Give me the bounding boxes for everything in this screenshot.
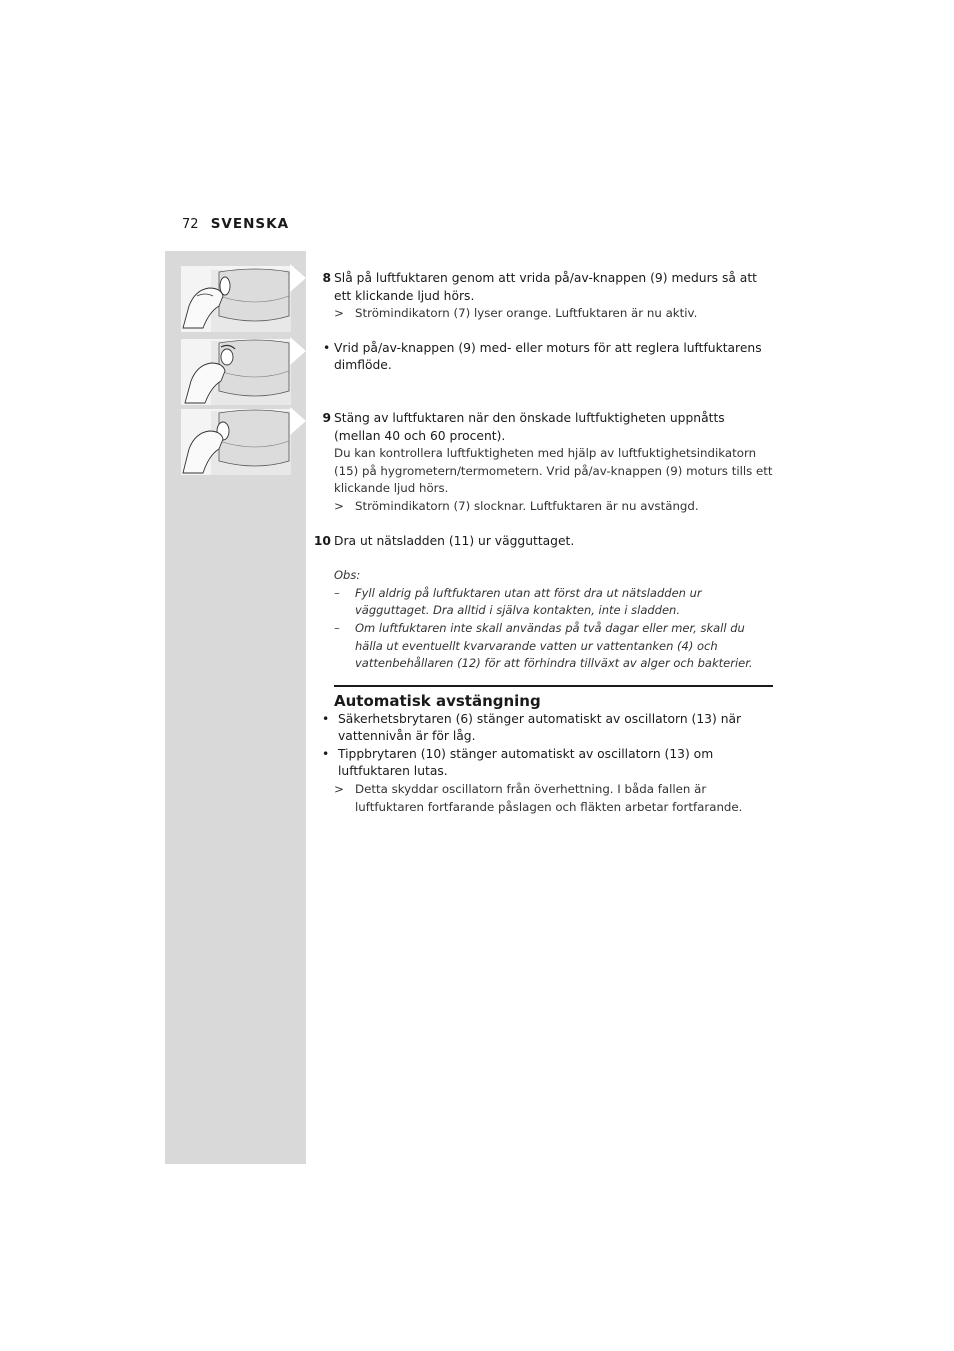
bullet-marker: • <box>322 746 330 761</box>
section-bullet <box>313 746 773 781</box>
note-marker: – <box>334 585 340 600</box>
note-item <box>313 585 773 620</box>
step-text: Stäng av luftfuktaren när den önskade luftfuktigheten uppnåtts (mellan 40 och 60 procent). <box>334 410 725 443</box>
step-result <box>313 305 773 323</box>
page-number: 72 <box>182 217 199 232</box>
instructions-content <box>313 270 773 816</box>
illustration-marker <box>290 337 306 365</box>
note-item <box>313 620 773 673</box>
illustration-marker <box>290 264 306 292</box>
step-number: 10 <box>313 533 331 548</box>
section-bullet <box>313 711 773 746</box>
note-text: Om luftfuktaren inte skall användas på två dagar eller mer, skall du hälla ut eventuellt kvarvarande vatten ur vattentanken (4) och vattenbehållaren (12) för att förhindra tillväxt av alger och bakterier. <box>355 620 753 671</box>
humidifier-knob-illustration <box>181 339 291 405</box>
bullet-marker: • <box>322 711 330 726</box>
note-marker: – <box>334 620 340 635</box>
humidifier-knob-illustration <box>181 266 291 332</box>
bullet-text: Tippbrytaren (10) stänger automatiskt av oscillatorn (13) om luftfuktaren lutas. <box>338 746 714 779</box>
step-detail-text: Du kan kontrollera luftfuktigheten med hjälp av luftfuktighetsindikatorn (15) på hygrometern/termometern. Vrid på/av-knappen (9) moturs tills ett klickande ljud hörs. <box>334 446 773 496</box>
step-number: 9 <box>322 410 331 425</box>
humidifier-knob-illustration <box>181 409 291 475</box>
language-heading: SVENSKA <box>210 216 290 232</box>
step-8 <box>313 270 773 305</box>
step-number: 8 <box>322 271 331 285</box>
result-text: Detta skyddar oscillatorn från överhettning. I båda fallen är luftfuktaren fortfarande påslagen och fläkten arbetar fortfarande. <box>355 782 743 814</box>
result-marker: > <box>334 498 344 513</box>
step-text: Slå på luftfuktaren genom att vrida på/av-knappen (9) medurs så att ett klickande ljud hörs. <box>334 271 757 303</box>
step-text: Dra ut nätsladden (11) ur vägguttaget. <box>334 533 575 548</box>
bullet-marker: • <box>323 340 331 355</box>
step-9 <box>313 410 773 445</box>
result-marker: > <box>334 782 344 797</box>
step-result <box>313 498 773 516</box>
section-title: Automatisk avstängning <box>334 691 541 710</box>
page-header <box>182 216 289 232</box>
step-detail <box>313 445 773 498</box>
illustration-marker <box>290 407 306 435</box>
note-text: Fyll aldrig på luftfuktaren utan att först dra ut nätsladden ur vägguttaget. Dra alltid i själva kontakten, inte i sladden. <box>355 585 702 618</box>
result-marker: > <box>334 306 344 321</box>
section-result <box>313 781 773 816</box>
result-text: Strömindikatorn (7) lyser orange. Luftfuktaren är nu aktiv. <box>355 306 698 321</box>
bullet-text: Vrid på/av-knappen (9) med- eller moturs för att reglera luftfuktarens dimflöde. <box>334 340 762 373</box>
step-10 <box>313 533 773 551</box>
bullet-text: Säkerhetsbrytaren (6) stänger automatiskt av oscillatorn (13) när vattennivån är för låg. <box>338 711 742 744</box>
notes-heading: Obs: <box>334 568 361 583</box>
result-text: Strömindikatorn (7) slocknar. Luftfuktaren är nu avstängd. <box>355 498 699 513</box>
bullet-step <box>313 340 773 375</box>
